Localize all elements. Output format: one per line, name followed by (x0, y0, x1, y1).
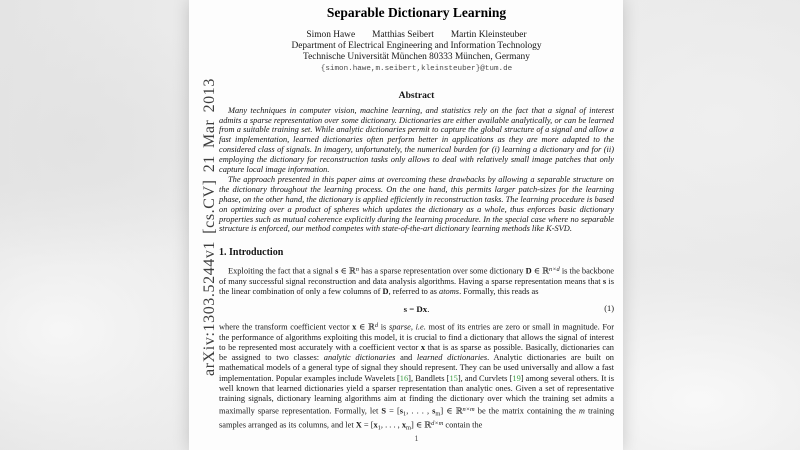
author-name: Matthias Seibert (372, 30, 434, 40)
author-list (219, 30, 614, 41)
intro-paragraph-2: where the transform coefficient vector x ∈ ℝ$^d$ is sparse, i.e. most of its entries are zero or small in magnitude. For the performance of algorithms exploiting this model, it is crucial to find a dictionary that allows the signal of interest to be represented most accurately with a coefficient vector x that is as sparse as possible. Basically, dictionaries can be assigned to two classes: analytic dictionaries and learned dictionaries. Analytic dictionaries are built on mathematical models of a general type of signal they should represent. They can be used universally and allow a fast implementation. Popular examples include Wavelets [16], Bandlets [15], and Curvlets [19] among several others. It is well known that learned dictionaries yield a sparser representation than analytic ones. Given a set of representative training signals, dictionary learning algorithms aim at finding the dictionary over which the training set admits a maximally sparse representation. Formally, let $S = [s_1$, . . . , $s_m$] ∈ ℝ$^{n\times m}$ be the matrix containing the m training samples arranged as its columns, and let $X = [x_1$, . . . , $x_m$] ∈ ℝ$^{d\times m}$ contain the (219, 321, 615, 432)
abstract-paragraph: The approach presented in this paper aims at overcoming these drawbacks by allowing a separable structure on the dictionary throughout the learning process. On the one hand, this permits larger patch-sizes for the learning phase, on the other hand, the dictionary is applied efficiently in reconstruction tasks. The learning procedure is based on optimizing over a product of spheres which updates the dictionary as a whole, thus enforces basic dictionary properties such as mutual coherence explicitly during the learning procedure. In the special case where no separable structure is enforced, our method competes with state-of-the-art dictionary learning methods like K-SVD. (219, 174, 614, 234)
abstract-heading: Abstract (398, 89, 435, 101)
author-name: Simon Hawe (306, 30, 356, 40)
author-emails: {simon.hawe,m.seibert,kleinsteuber}@tum.de (320, 64, 513, 73)
page-content (219, 0, 614, 450)
page-number: 1 (414, 433, 419, 443)
equation-1 (219, 304, 614, 314)
abstract-paragraph: Many techniques in computer vision, machine learning, and statistics rely on the fact that a signal of interest admits a sparse representation over some dictionary. Dictionaries are either available analytically, or can be learned from a suitable training set. While analytic dictionaries permit to capture the global structure of a signal and allow a fast implementation, learned dictionaries often perform better in applications as they are more adapted to the considered class of signals. In imagery, unfortunately, the numerical burden for (i) learning a dictionary and for (ii) employing the dictionary for reconstruction tasks only allows to deal with relatively small image patches that only capture local image information. (219, 105, 614, 175)
arxiv-watermark: arXiv:1303.5244v1 [cs.CV] 21 Mar 2013 (201, 78, 218, 376)
section-heading-introduction: 1. Introduction (219, 247, 284, 259)
citation-link[interactable]: 15 (449, 373, 458, 383)
affiliation-university: Technische Universität München 80333 München, Germany (303, 52, 530, 63)
equation-body: s = Dx. (403, 303, 430, 314)
citation-link[interactable]: 19 (512, 373, 521, 383)
paper-page (189, 0, 623, 450)
intro-paragraph-1: Exploiting the fact that a signal s ∈ ℝ$^n$ has a sparse representation over some dictionary D ∈ ℝ$^{n\times d}$ is the backbone of many successful signal reconstruction and data analysis algorithms. Having a sparse representation means that s is the linear combination of only a few columns of D, referred to as atoms. Formally, this reads as (219, 266, 614, 297)
abstract-body (219, 106, 614, 235)
author-name: Martin Kleinsteuber (450, 30, 527, 40)
paper-title: Separable Dictionary Learning (326, 5, 507, 20)
affiliation-department: Department of Electrical Engineering and Information Technology (291, 41, 542, 51)
equation-number: (1) (604, 303, 614, 313)
citation-link[interactable]: 16 (399, 373, 409, 383)
